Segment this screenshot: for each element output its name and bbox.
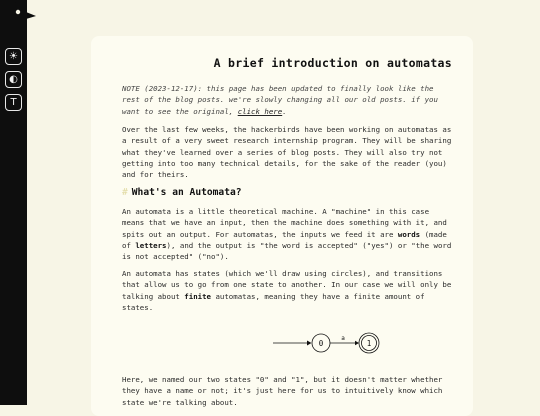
font-icon: T	[10, 96, 17, 108]
automaton-diagram	[267, 328, 407, 358]
section-heading-text: What's an Automata?	[131, 187, 242, 198]
automata-definition-paragraph	[122, 206, 452, 262]
initial-arrowhead	[307, 341, 312, 346]
definition-text-3: ), and the output is "the word is accepted" ("yes") or "the word is not accepted" ("no").	[122, 240, 452, 262]
sidebar	[0, 0, 27, 405]
transition-label: a	[341, 335, 345, 342]
update-note-end: .	[282, 106, 287, 116]
theme-toggle-button[interactable]	[5, 48, 22, 65]
state-1-label: 1	[366, 339, 372, 348]
states-explanation-paragraph: Here, we named our two states "0" and "1", but it doesn't matter whether they have a name or not; it's just here for us to intuitively know which state we're talking about.	[122, 375, 443, 407]
intro-paragraph: Over the last few weeks, the hackerbirds have been working on automatas as a result of a very sweet research internship program. They will be sharing what they've learned over a series of blog posts. They will also try not getting into too many technical details, for the sake of the reader (you) and for theirs.	[122, 125, 452, 180]
contrast-toggle-button[interactable]	[5, 71, 22, 88]
contrast-icon: ◐	[9, 73, 18, 85]
font-toggle-button[interactable]	[5, 94, 22, 111]
state-0-label: 0	[318, 339, 324, 348]
states-text-2: automatas, meaning they have a finite amount of states.	[122, 291, 425, 312]
hackerbird-logo-icon[interactable]	[0, 2, 50, 38]
definition-text: An automata is a little theoretical machine. A "machine" in this case means that we have an input, then the machine does something with it, and spits out an output. For automatas, the inputs we feed it are	[122, 207, 447, 239]
transition-arrowhead	[355, 341, 359, 345]
term-words: words	[397, 229, 421, 239]
update-note-text: NOTE (2023-12-17): this page has been updated to finally look like the rest of the blog posts. we're slowly changing all our old posts. if you want to see the original,	[122, 84, 438, 116]
term-finite: finite	[184, 291, 211, 301]
update-note	[122, 83, 452, 117]
section-heading	[122, 187, 242, 198]
term-letters: letters	[135, 240, 167, 250]
original-post-link[interactable]: click here	[237, 106, 283, 116]
sun-icon: ☀	[9, 50, 18, 62]
states-text: An automata has states (which we'll draw using circles), and transitions that allow us to go from one state to another. In our case we will only be talking about	[122, 269, 452, 301]
states-paragraph	[122, 268, 452, 313]
article-container	[91, 36, 473, 416]
definition-text-2: (made of	[122, 229, 447, 250]
heading-anchor-icon[interactable]: #	[122, 187, 128, 198]
page-title: A brief introduction on automatas	[213, 56, 452, 70]
